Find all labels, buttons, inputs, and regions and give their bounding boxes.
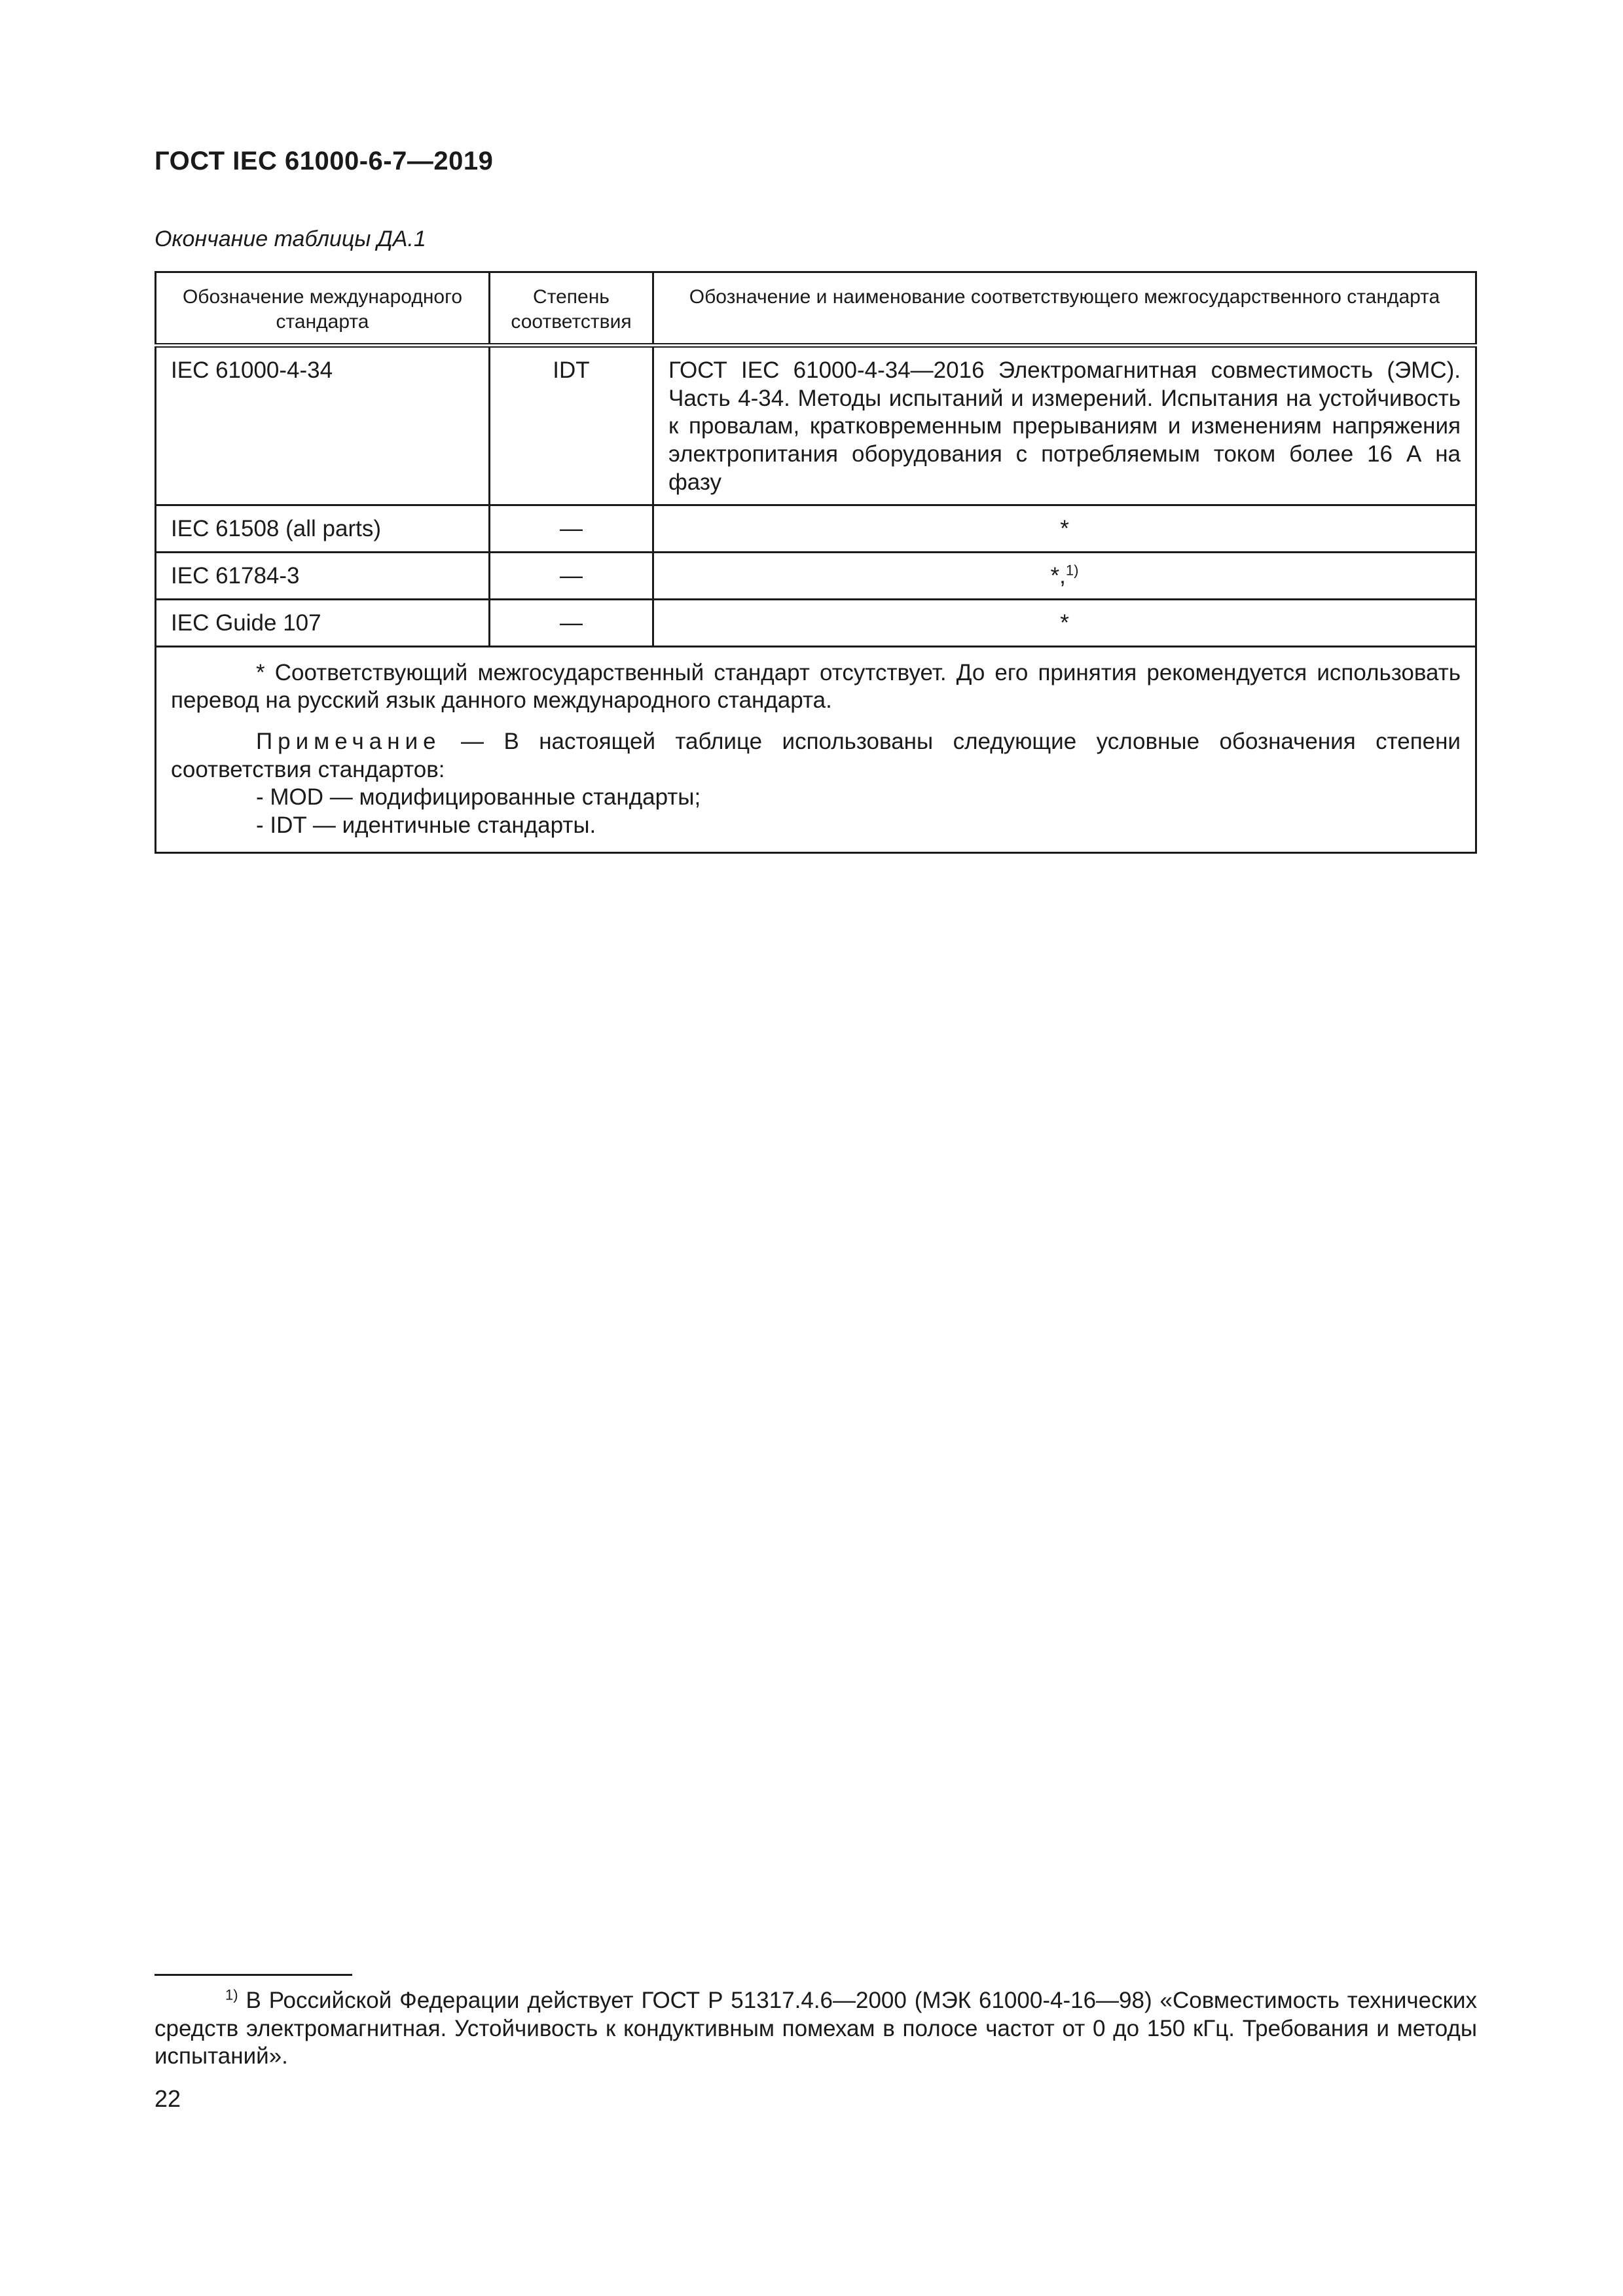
- cell-interstate-standard: ГОСТ IEC 61000-4-34—2016 Электромагнитная совместимость (ЭМС). Часть 4-34. Методы испытаний и измерений. Испытания на устойчивость к провалам, кратковременным прерываниям и изменениям напряжения электропитания оборудования с потребляемым током более 16 А на фазу: [653, 346, 1476, 505]
- note-label: Примечание: [256, 728, 441, 754]
- cell-degree: —: [490, 505, 653, 553]
- cell-intl-standard: IEC Guide 107: [156, 599, 490, 646]
- table-row: [156, 505, 1476, 553]
- table-footnote-row: [156, 646, 1476, 852]
- table-row: [156, 553, 1476, 600]
- footnote-text: В Российской Федерации действует ГОСТ Р 51317.4.6—2000 (МЭК 61000-4-16—98) «Совместимость технических средств электромагнитная. Устойчивость к кондуктивным помехам в полосе частот от 0 до 150 кГц. Требования и методы испытаний».: [155, 1988, 1477, 2069]
- table-note: [171, 728, 1461, 784]
- cell-degree: —: [490, 553, 653, 600]
- note-list-item: - IDT — идентичные стандарты.: [256, 812, 596, 838]
- cell-intl-standard: IEC 61000-4-34: [156, 346, 490, 505]
- document-title: ГОСТ IEC 61000-6-7—2019: [155, 147, 494, 175]
- cell-degree: IDT: [490, 346, 653, 505]
- note-list-item: - MOD — модифицированные стандарты;: [256, 784, 701, 811]
- table-header-row: [156, 272, 1476, 346]
- table-row: [156, 599, 1476, 646]
- table-footnote-cell: [156, 646, 1476, 852]
- column-header-interstate-standard: Обозначение и наименование соответствующего межгосударственного стандарта: [653, 272, 1476, 346]
- cell-degree: —: [490, 599, 653, 646]
- cell-interstate-standard: *: [653, 599, 1476, 646]
- cell-interstate-standard: *: [653, 505, 1476, 553]
- cell-interstate-standard: [653, 553, 1476, 600]
- star-footnote: * Соответствующий межгосударственный стандарт отсутствует. До его принятия рекомендуется использовать перевод на русский язык данного международного стандарта.: [171, 659, 1461, 714]
- cell-star-mark: *,: [1050, 563, 1066, 589]
- cell-intl-standard: IEC 61784-3: [156, 553, 490, 600]
- page-number: 22: [155, 2085, 181, 2112]
- column-header-degree: Степень соответствия: [490, 272, 653, 346]
- cell-intl-standard: IEC 61508 (all parts): [156, 505, 490, 553]
- page-footnote: [155, 1987, 1477, 2071]
- table-row: [156, 346, 1476, 505]
- footnote-separator: [155, 1974, 352, 1976]
- footnote-marker: 1): [225, 1986, 238, 2003]
- table-caption: Окончание таблицы ДА.1: [155, 227, 426, 251]
- column-header-intl-standard: Обозначение международного стандарта: [156, 272, 490, 346]
- note-text: — В настоящей таблице использованы следующие условные обозначения степени соответствия стандартов:: [171, 728, 1461, 782]
- footnote-reference: 1): [1065, 562, 1079, 579]
- standards-table: [155, 271, 1477, 854]
